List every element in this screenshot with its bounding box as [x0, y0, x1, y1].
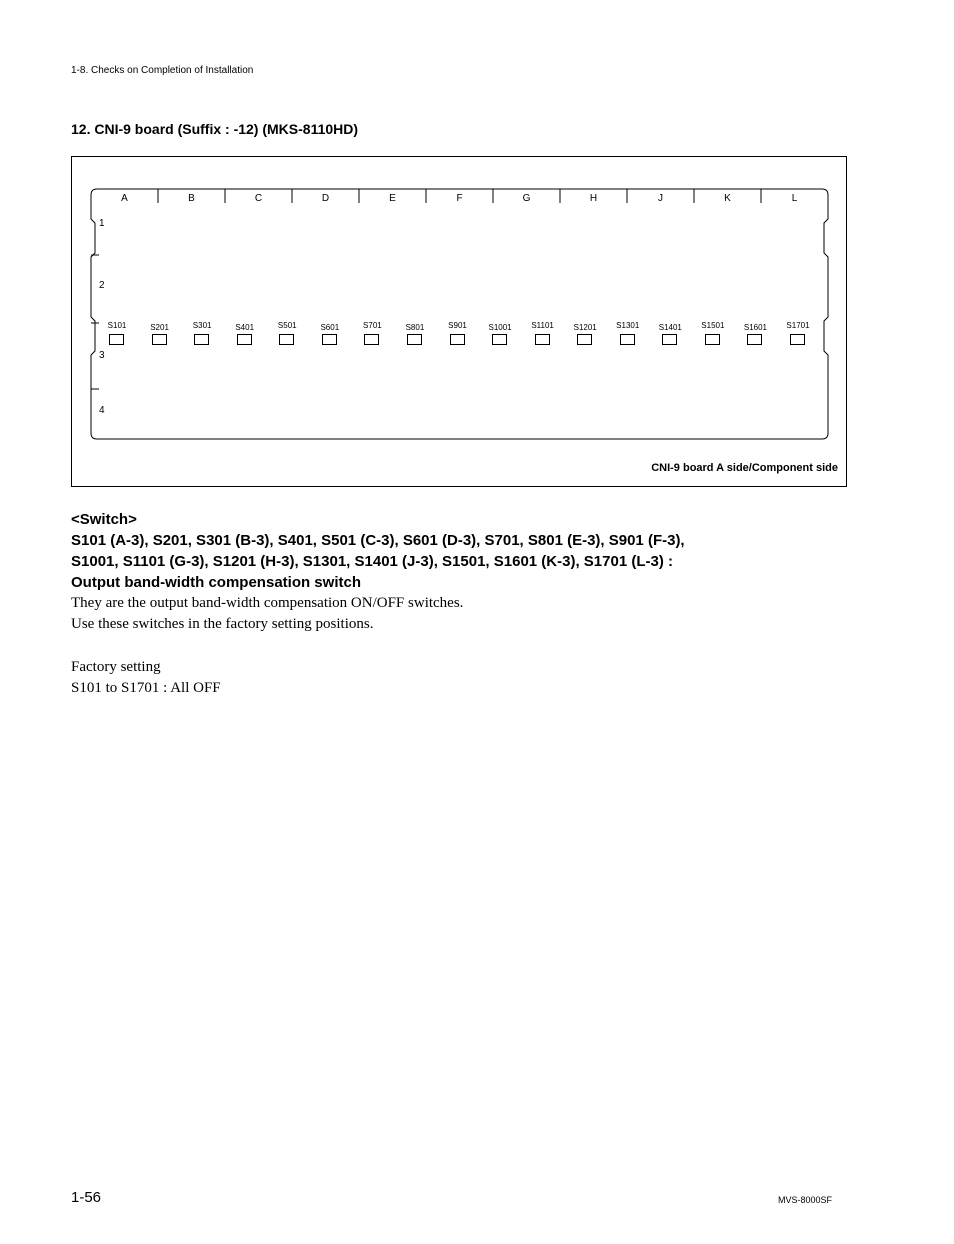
switch-s801	[407, 334, 422, 345]
section-title: 12. CNI-9 board (Suffix : -12) (MKS-8110HD)	[71, 121, 359, 137]
switch-s1401	[662, 334, 677, 345]
switch-label-s1101: S1101	[531, 321, 554, 330]
column-label-b: B	[188, 193, 195, 204]
switch-list-line-2: S1001, S1101 (G-3), S1201 (H-3), S1301, S1401 (J-3), S1501, S1601 (K-3), S1701 (L-3) :	[71, 553, 673, 570]
switch-label-s801: S801	[405, 323, 425, 332]
switch-s901	[450, 334, 465, 345]
switch-label-s301: S301	[192, 321, 212, 330]
column-label-f: F	[456, 193, 463, 204]
switch-label-s501: S501	[277, 321, 297, 330]
switch-s501	[279, 334, 294, 345]
switch-s1101	[535, 334, 550, 345]
board-diagram	[71, 156, 847, 487]
switch-s401	[237, 334, 252, 345]
switch-s201	[152, 334, 167, 345]
column-label-e: E	[389, 193, 396, 204]
switch-list-line-1: S101 (A-3), S201, S301 (B-3), S401, S501 (C-3), S601 (D-3), S701, S801 (E-3), S901 (F-3),	[71, 532, 685, 549]
switch-s1501	[705, 334, 720, 345]
factory-setting-label: Factory setting	[71, 659, 161, 675]
switch-label-s1401: S1401	[658, 323, 682, 332]
column-label-h: H	[589, 193, 598, 204]
row-label-3: 3	[99, 350, 105, 361]
row-label-2: 2	[99, 280, 105, 291]
switch-label-s1001: S1001	[488, 323, 512, 332]
switch-s101	[109, 334, 124, 345]
column-label-l: L	[791, 193, 798, 204]
column-label-c: C	[254, 193, 263, 204]
column-label-k: K	[724, 193, 731, 204]
switch-s301	[194, 334, 209, 345]
factory-setting-value: S101 to S1701 : All OFF	[71, 680, 221, 696]
switch-label-s101: S101	[107, 321, 127, 330]
switch-heading: <Switch>	[71, 511, 137, 528]
switch-label-s1201: S1201	[573, 323, 597, 332]
switch-s1301	[620, 334, 635, 345]
column-label-g: G	[522, 193, 531, 204]
switch-label-s201: S201	[150, 323, 169, 332]
switch-label-s901: S901	[448, 321, 467, 330]
figure-caption: CNI-9 board A side/Component side	[651, 462, 838, 474]
switch-label-s1601: S1601	[743, 323, 767, 332]
row-label-1: 1	[99, 218, 105, 229]
body-line-2: Use these switches in the factory setting positions.	[71, 616, 374, 632]
body-line-1: They are the output band-width compensation ON/OFF switches.	[71, 595, 464, 611]
switch-label-s601: S601	[320, 323, 340, 332]
switch-label-s1301: S1301	[616, 321, 640, 330]
column-label-a: A	[121, 193, 128, 204]
switch-s601	[322, 334, 337, 345]
column-label-j: J	[658, 193, 663, 204]
switch-s1701	[790, 334, 805, 345]
switch-s1001	[492, 334, 507, 345]
breadcrumb: 1-8. Checks on Completion of Installation	[71, 65, 254, 76]
page-number: 1-56	[71, 1189, 102, 1206]
switch-label-s1501: S1501	[701, 321, 725, 330]
model-number: MVS-8000SF	[778, 1195, 833, 1205]
switch-label-s701: S701	[363, 321, 382, 330]
switch-s701	[364, 334, 379, 345]
switch-s1201	[577, 334, 592, 345]
switch-s1601	[747, 334, 762, 345]
column-label-d: D	[321, 193, 330, 204]
switch-label-s401: S401	[235, 323, 255, 332]
switch-label-s1701: S1701	[786, 321, 810, 330]
switch-name: Output band-width compensation switch	[71, 574, 361, 591]
row-label-4: 4	[99, 405, 105, 416]
